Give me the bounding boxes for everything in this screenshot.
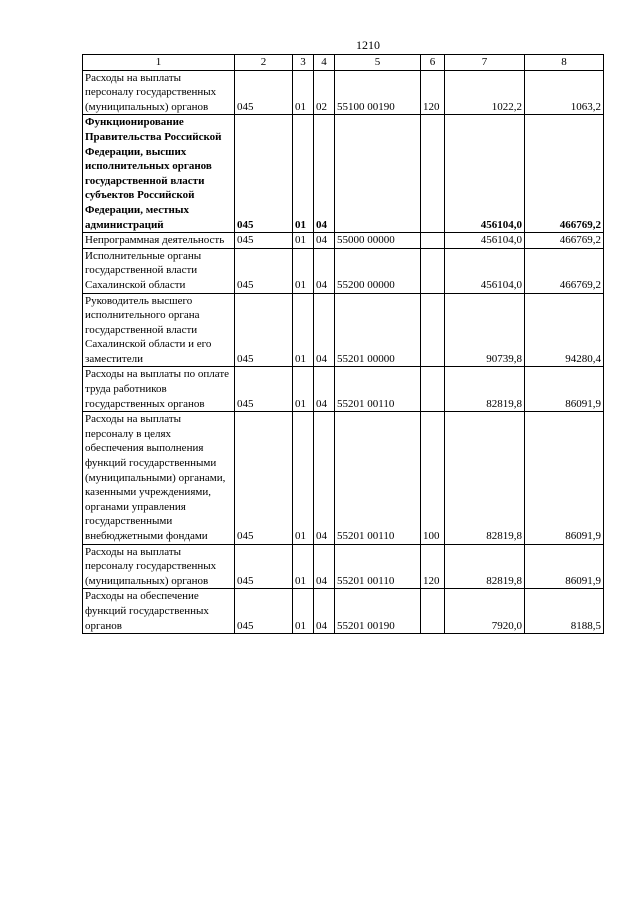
amount-year1-cell: 456104,0 — [445, 233, 525, 249]
amount-year1-cell: 1022,2 — [445, 70, 525, 115]
header-col-4: 4 — [314, 55, 335, 71]
header-col-5: 5 — [335, 55, 421, 71]
agency-code-cell: 045 — [235, 367, 293, 412]
amount-year2-cell: 86091,9 — [525, 412, 604, 544]
amount-year1-cell: 82819,8 — [445, 544, 525, 589]
header-col-8: 8 — [525, 55, 604, 71]
expense-type-cell: 100 — [421, 412, 445, 544]
subsection-cell: 04 — [314, 233, 335, 249]
amount-year1-cell: 90739,8 — [445, 293, 525, 367]
amount-year2-cell: 466769,2 — [525, 115, 604, 233]
row-name-cell: Расходы на выплаты по оплате труда работников государственных органов — [83, 367, 235, 412]
section-cell: 01 — [293, 115, 314, 233]
table-row — [83, 233, 604, 249]
table-row — [83, 70, 604, 115]
target-article-cell: 55200 00000 — [335, 248, 421, 293]
amount-year1-cell: 82819,8 — [445, 412, 525, 544]
target-article-cell: 55201 00110 — [335, 367, 421, 412]
section-cell: 01 — [293, 412, 314, 544]
subsection-cell: 04 — [314, 367, 335, 412]
section-cell: 01 — [293, 248, 314, 293]
section-cell: 01 — [293, 293, 314, 367]
row-name-cell: Руководитель высшего исполнительного органа государственной власти Сахалинской области и его заместители — [83, 293, 235, 367]
expense-type-cell — [421, 589, 445, 634]
subsection-cell: 04 — [314, 115, 335, 233]
row-name-cell: Функционирование Правительства Российской Федерации, высших исполнительных органов государственной власти субъектов Российской Федерации, местных администраций — [83, 115, 235, 233]
agency-code-cell: 045 — [235, 70, 293, 115]
agency-code-cell: 045 — [235, 544, 293, 589]
target-article-cell: 55000 00000 — [335, 233, 421, 249]
subsection-cell: 04 — [314, 589, 335, 634]
amount-year1-cell: 456104,0 — [445, 248, 525, 293]
amount-year2-cell: 466769,2 — [525, 248, 604, 293]
target-article-cell: 55201 00110 — [335, 544, 421, 589]
agency-code-cell: 045 — [235, 115, 293, 233]
amount-year2-cell: 94280,4 — [525, 293, 604, 367]
section-cell: 01 — [293, 70, 314, 115]
table-row — [83, 412, 604, 544]
subsection-cell: 02 — [314, 70, 335, 115]
amount-year2-cell: 86091,9 — [525, 544, 604, 589]
amount-year1-cell: 456104,0 — [445, 115, 525, 233]
row-name-cell: Исполнительные органы государственной власти Сахалинской области — [83, 248, 235, 293]
header-col-6: 6 — [421, 55, 445, 71]
header-col-7: 7 — [445, 55, 525, 71]
expense-type-cell — [421, 367, 445, 412]
target-article-cell: 55201 00110 — [335, 412, 421, 544]
target-article-cell: 55201 00190 — [335, 589, 421, 634]
agency-code-cell: 045 — [235, 293, 293, 367]
amount-year2-cell: 1063,2 — [525, 70, 604, 115]
agency-code-cell: 045 — [235, 248, 293, 293]
expense-type-cell — [421, 293, 445, 367]
agency-code-cell: 045 — [235, 589, 293, 634]
row-name-cell: Непрограммная деятельность — [83, 233, 235, 249]
table-row — [83, 115, 604, 233]
row-name-cell: Расходы на выплаты персоналу в целях обеспечения выполнения функций государственными (муниципальными) органами, казенными учреждениями, органами управления государственными внебюджетными фондами — [83, 412, 235, 544]
target-article-cell: 55201 00000 — [335, 293, 421, 367]
subsection-cell: 04 — [314, 544, 335, 589]
expense-type-cell — [421, 115, 445, 233]
budget-table — [82, 54, 604, 634]
expense-type-cell — [421, 233, 445, 249]
row-name-cell: Расходы на обеспечение функций государственных органов — [83, 589, 235, 634]
target-article-cell — [335, 115, 421, 233]
table-body — [83, 70, 604, 634]
target-article-cell: 55100 00190 — [335, 70, 421, 115]
amount-year2-cell: 86091,9 — [525, 367, 604, 412]
table-row — [83, 293, 604, 367]
expense-type-cell: 120 — [421, 544, 445, 589]
table-row — [83, 544, 604, 589]
expense-type-cell: 120 — [421, 70, 445, 115]
amount-year1-cell: 82819,8 — [445, 367, 525, 412]
table-row — [83, 367, 604, 412]
table-row — [83, 589, 604, 634]
header-col-3: 3 — [293, 55, 314, 71]
row-name-cell: Расходы на выплаты персоналу государственных (муниципальных) органов — [83, 70, 235, 115]
page-number: 1210 — [356, 38, 380, 52]
amount-year2-cell: 466769,2 — [525, 233, 604, 249]
agency-code-cell: 045 — [235, 412, 293, 544]
subsection-cell: 04 — [314, 412, 335, 544]
subsection-cell: 04 — [314, 293, 335, 367]
table-header-row — [83, 55, 604, 71]
header-col-1: 1 — [83, 55, 235, 71]
section-cell: 01 — [293, 233, 314, 249]
section-cell: 01 — [293, 367, 314, 412]
row-name-cell: Расходы на выплаты персоналу государственных (муниципальных) органов — [83, 544, 235, 589]
amount-year2-cell: 8188,5 — [525, 589, 604, 634]
table-row — [83, 248, 604, 293]
section-cell: 01 — [293, 589, 314, 634]
amount-year1-cell: 7920,0 — [445, 589, 525, 634]
section-cell: 01 — [293, 544, 314, 589]
agency-code-cell: 045 — [235, 233, 293, 249]
subsection-cell: 04 — [314, 248, 335, 293]
expense-type-cell — [421, 248, 445, 293]
header-col-2: 2 — [235, 55, 293, 71]
